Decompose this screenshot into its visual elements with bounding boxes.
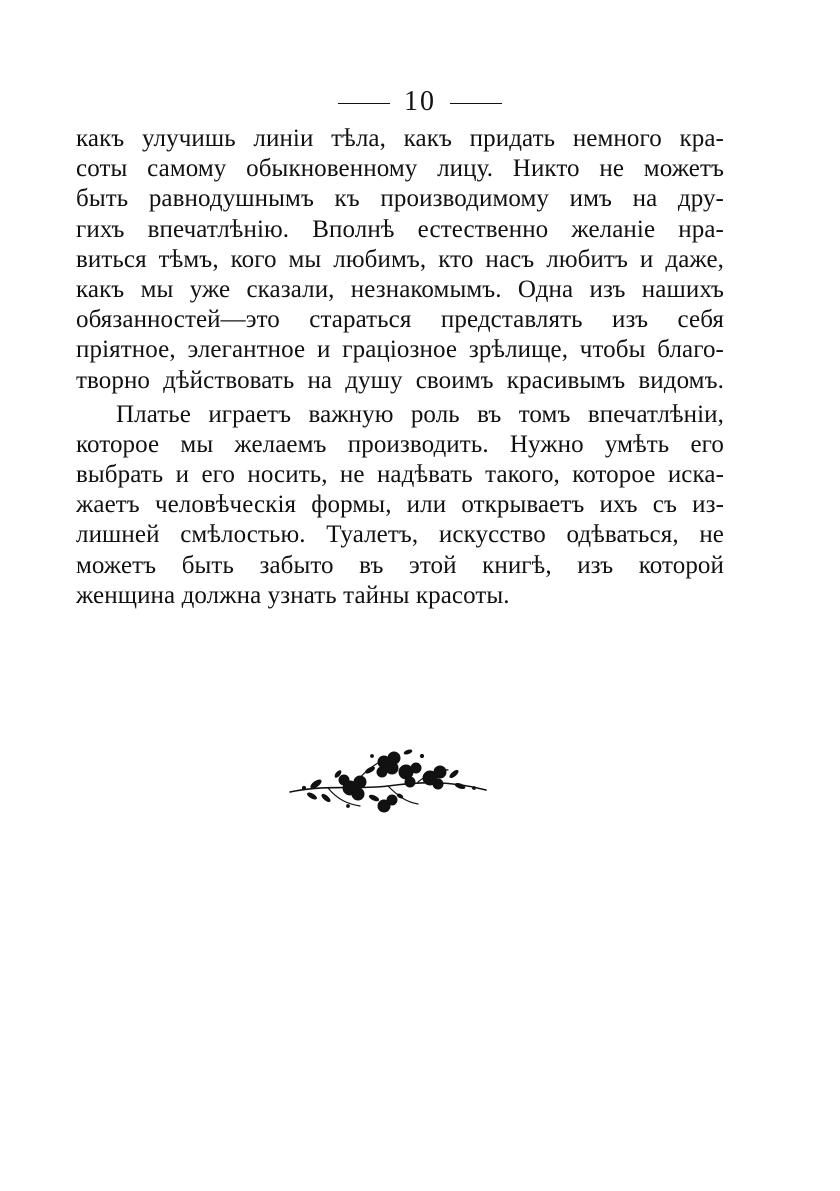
text-line: Платье играетъ важную роль въ томъ впечатлѣніи, [116,400,724,428]
text-line: виться тѣмъ, кого мы любимъ, кто насъ любитъ и даже, [76,245,724,273]
body-text [76,124,724,611]
text-line: выбрать и его носить, не надѣвать такого, которое иска- [76,461,724,489]
floral-vignette-icon [288,740,488,820]
text-line: которое мы желаемъ производить. Нужно умѣть его [76,430,724,458]
text-line: лишней смѣлостью. Туалетъ, искусство одѣваться, не [76,521,724,549]
page-number: 10 [404,86,436,117]
text-line: какъ мы уже сказали, незнакомымъ. Одна изъ нашихъ [76,275,724,303]
text-line: соты самому обыкновенному лицу. Никто не можетъ [76,155,724,183]
header-rule-right [450,103,502,105]
text-line: можетъ быть забыто въ этой книгѣ, изъ которой [76,551,724,579]
page-header [0,86,840,118]
text-line: обязанностей—это стараться представлять изъ себя [76,306,724,334]
paragraph-2 [76,400,724,611]
text-line: женщина должна узнать тайны красоты. [76,581,510,609]
text-line: пріятное, элегантное и граціозное зрѣлище, чтобы благо- [76,336,724,364]
header-rule-left [338,103,390,105]
text-line: творно дѣйствовать на душу своимъ красивымъ видомъ. [76,366,724,394]
text-line: какъ улучишь линіи тѣла, какъ придать немного кра- [76,125,724,152]
text-line: быть равнодушнымъ къ производимому имъ на дру- [76,185,724,213]
text-line: жаетъ человѣческія формы, или открываетъ ихъ съ из- [76,491,724,519]
paragraph-1 [76,124,724,396]
text-line: гихъ впечатлѣнію. Вполнѣ естественно желаніе нра- [76,215,724,243]
